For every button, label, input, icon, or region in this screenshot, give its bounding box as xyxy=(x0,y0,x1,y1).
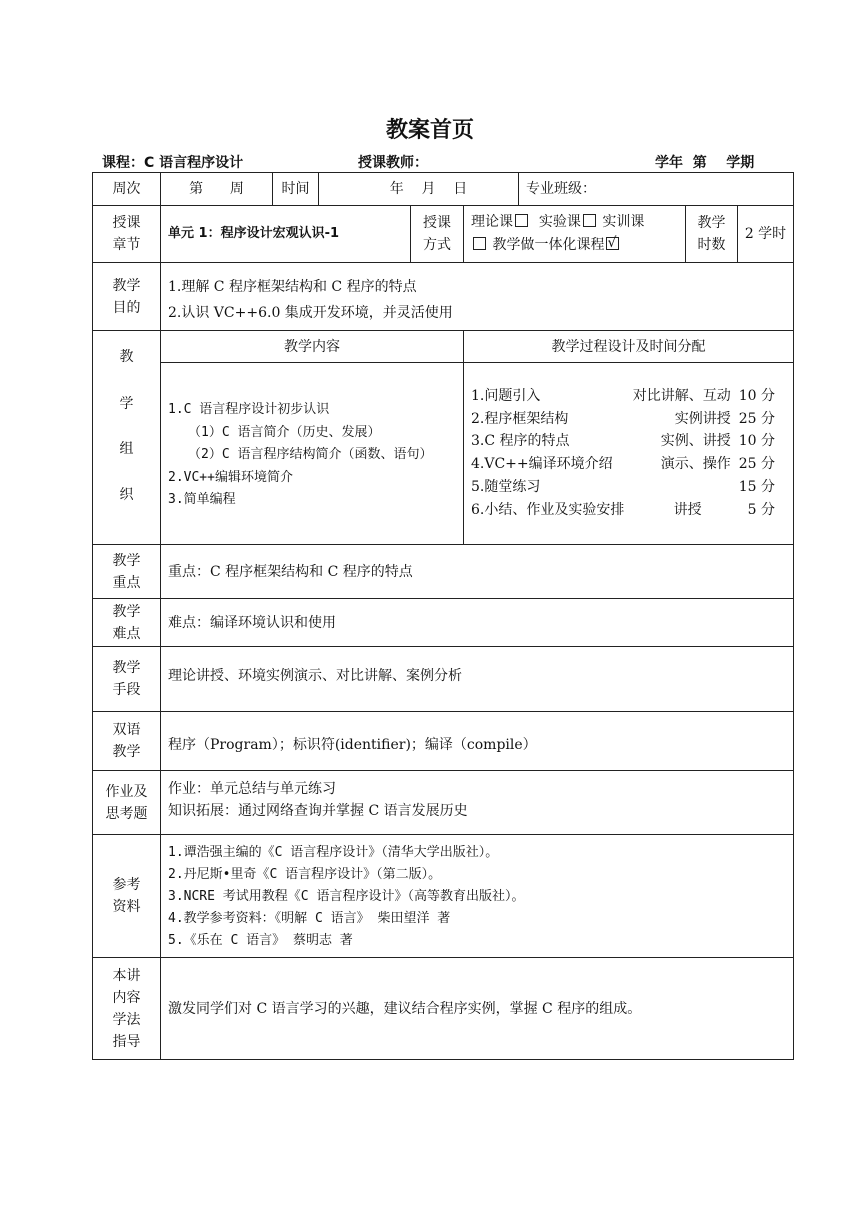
process-row: 6.小结、作业及实验安排 讲授 5 分 xyxy=(471,501,775,518)
key-points-value: 重点：C 程序框架结构和 C 程序的特点 xyxy=(168,563,413,580)
hours-label: 教学 时数 xyxy=(697,215,726,253)
teacher-label: 授课教师： xyxy=(358,155,428,171)
theory-option: 理论课 xyxy=(471,214,513,230)
reference-item: 5.《乐在 C 语言》 蔡明志 著 xyxy=(168,933,353,948)
theory-checkbox[interactable] xyxy=(515,214,528,227)
content-item: 2.VC++编辑环境简介 xyxy=(168,469,293,485)
difficulties-value: 难点：编译环境认识和使用 xyxy=(168,614,336,631)
date-value: 年 月 日 xyxy=(389,181,468,197)
content-item: 1.C 语言程序设计初步认识 xyxy=(168,402,330,417)
means-label: 教学 手段 xyxy=(112,660,141,698)
references-list xyxy=(168,842,788,952)
organization-label: 教 学 组 织 xyxy=(119,349,134,503)
training-option: 实训课 xyxy=(602,214,645,230)
course-label: 课程：C 语言程序设计 xyxy=(102,155,244,171)
week-label: 周次 xyxy=(112,181,141,197)
homework-item: 作业：单元总结与单元练习 xyxy=(168,781,336,797)
chapter-label: 授课 章节 xyxy=(112,215,141,253)
method-options xyxy=(471,211,685,259)
goals-list xyxy=(168,274,788,326)
content-item: 3.简单编程 xyxy=(168,492,236,507)
content-list xyxy=(168,399,460,512)
guidance-label: 本讲 内容 学法 指导 xyxy=(112,967,141,1050)
time-label: 时间 xyxy=(281,181,310,197)
process-row: 2.程序框架结构 实例讲授 25 分 xyxy=(471,410,775,427)
experiment-option: 实验课 xyxy=(538,214,581,230)
process-row: 3.C 程序的特点 实例、讲授 10 分 xyxy=(471,433,775,450)
reference-item: 1.谭浩强主编的《C 语言程序设计》（清华大学出版社）。 xyxy=(168,845,499,860)
difficulties-label: 教学 难点 xyxy=(112,603,141,642)
content-item: （1）C 语言简介（历史、发展） xyxy=(188,424,381,440)
homework-item: 知识拓展：通过网络查询并掌握 C 语言发展历史 xyxy=(168,803,468,819)
process-row: 5.随堂练习 15 分 xyxy=(471,478,775,495)
bilingual-label: 双语 教学 xyxy=(112,722,141,760)
process-row: 4.VC++编译环境介绍 演示、操作 25 分 xyxy=(471,456,775,473)
means-value: 理论讲授、环境实例演示、对比讲解、案例分析 xyxy=(168,668,462,684)
process-row: 1.问题引入 对比讲解、互动 10 分 xyxy=(471,388,775,404)
reference-item: 4.教学参考资料：《明解 C 语言》 柴田望洋 著 xyxy=(168,911,451,926)
method-label: 授课 方式 xyxy=(423,215,451,253)
guidance-value: 激发同学们对 C 语言学习的兴趣，建议结合程序实例，掌握 C 程序的组成。 xyxy=(168,1000,642,1017)
bilingual-value: 程序（Program）；标识符(identifier)；编译（compile） xyxy=(168,737,537,753)
week-value: 第 周 xyxy=(189,181,244,197)
chapter-value: 单元 1：程序设计宏观认识-1 xyxy=(168,226,340,241)
key-points-label: 教学 重点 xyxy=(112,552,141,591)
references-label: 参考 资料 xyxy=(112,877,141,915)
process-header: 教学过程设计及时间分配 xyxy=(551,338,706,355)
integrated-checkbox-checked[interactable] xyxy=(606,237,619,250)
experiment-checkbox[interactable] xyxy=(583,214,596,227)
content-item: （2）C 语言程序结构简介（函数、语句） xyxy=(188,447,433,462)
homework-label: 作业及 思考题 xyxy=(105,783,148,822)
goals-label: 教学 目的 xyxy=(112,277,141,316)
goal-item: 1.理解 C 程序框架结构和 C 程序的特点 xyxy=(168,279,417,295)
training-checkbox[interactable] xyxy=(473,237,486,250)
content-header: 教学内容 xyxy=(284,338,340,355)
class-label: 专业班级： xyxy=(526,181,596,197)
hours-value: 2 学时 xyxy=(744,226,787,242)
reference-item: 2.丹尼斯•里奇《C 语言程序设计》（第二版）。 xyxy=(168,867,442,882)
term-label: 学年 第 学期 xyxy=(655,155,755,171)
process-list xyxy=(471,385,775,521)
integrated-option: 教学做一体化课程 xyxy=(492,237,605,253)
goal-item: 2.认识 VC++6.0 集成开发环境，并灵活使用 xyxy=(168,305,453,321)
homework-list xyxy=(168,778,788,822)
page-title: 教案首页 xyxy=(385,118,474,143)
reference-item: 3.NCRE 考试用教程《C 语言程序设计》（高等教育出版社）。 xyxy=(168,889,525,904)
